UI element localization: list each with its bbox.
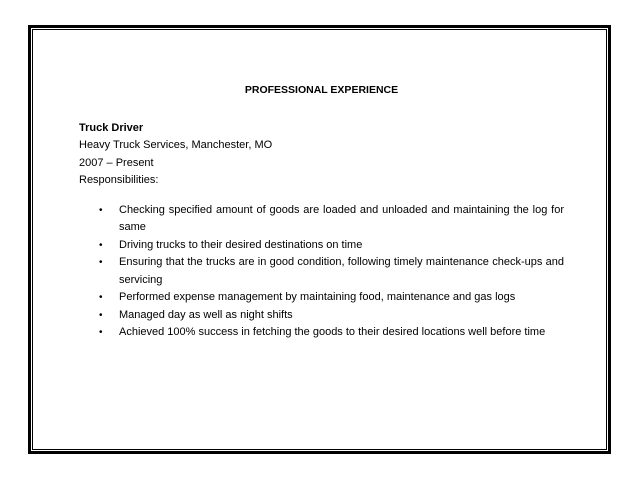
bullet-icon: •	[99, 309, 103, 321]
job-title: Truck Driver	[79, 121, 144, 134]
bullet-icon: •	[99, 327, 103, 338]
responsibilities-list	[79, 202, 564, 342]
list-item	[79, 254, 564, 289]
bullet-icon: •	[99, 239, 103, 251]
list-item	[79, 324, 564, 342]
responsibilities-label: Responsibilities:	[79, 174, 159, 186]
list-item-text: Ensuring that the trucks are in good condition, following timely maintenance check-ups and servicing	[119, 256, 564, 286]
bullet-icon: •	[99, 257, 103, 268]
list-item	[79, 202, 564, 237]
resume-content	[79, 82, 564, 342]
bullet-icon: •	[99, 204, 103, 216]
bullet-icon: •	[99, 292, 103, 303]
list-item-text: Checking specified amount of goods are loaded and unloaded and maintaining the log for same	[119, 203, 564, 233]
list-item-text: Managed day as well as night shifts	[119, 308, 293, 321]
list-item	[79, 289, 564, 307]
list-item-text: Driving trucks to their desired destinations on time	[119, 238, 363, 251]
company-location: Heavy Truck Services, Manchester, MO	[79, 139, 273, 151]
list-item	[79, 237, 564, 255]
employment-dates: 2007 – Present	[79, 156, 154, 169]
list-item	[79, 307, 564, 325]
list-item-text: Performed expense management by maintaining food, maintenance and gas logs	[119, 291, 516, 303]
section-heading: PROFESSIONAL EXPERIENCE	[244, 84, 399, 96]
list-item-text: Achieved 100% success in fetching the goods to their desired locations well before time	[119, 326, 546, 338]
